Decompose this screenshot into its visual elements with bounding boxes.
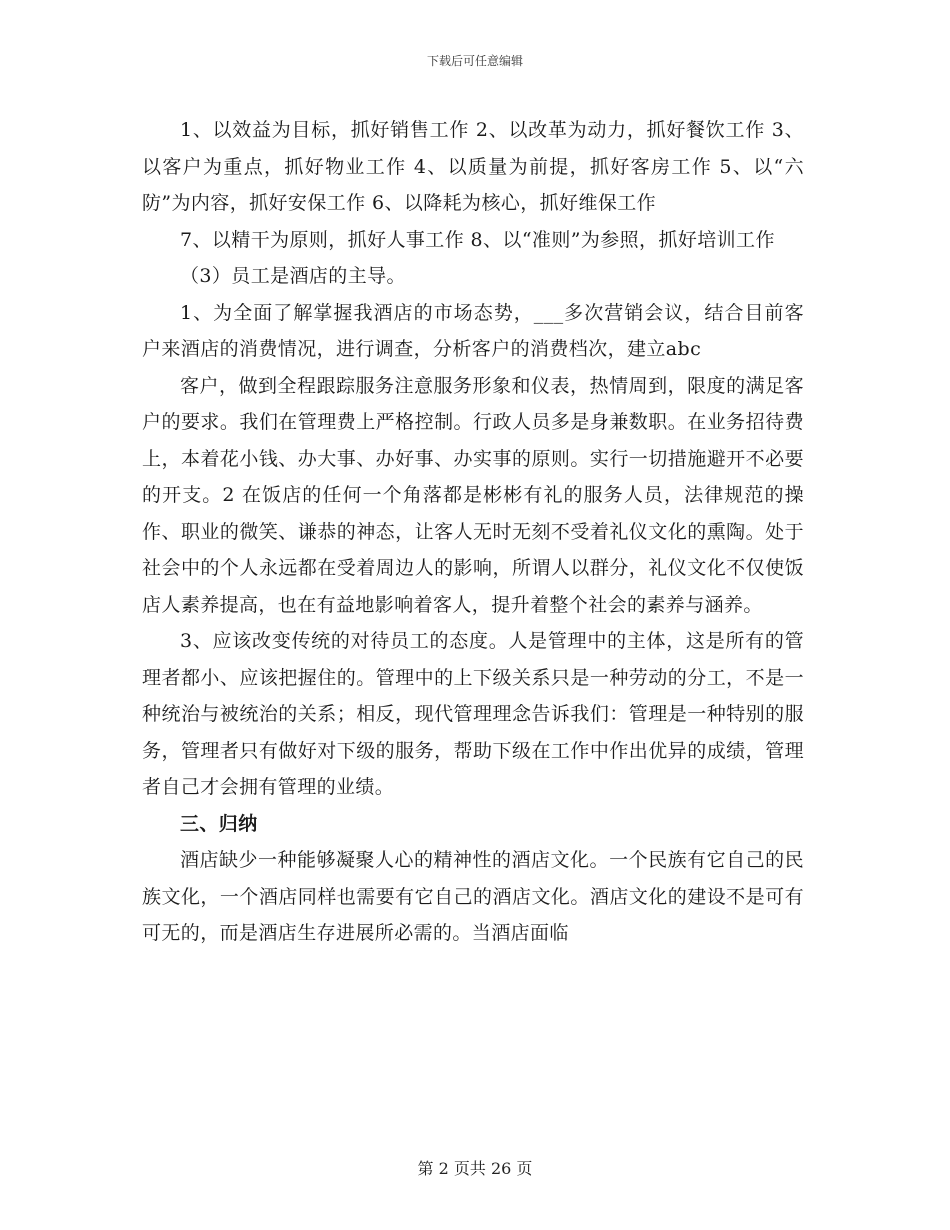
section-heading: 三、归纳 [180,812,258,835]
page-header: 下载后可任意编辑 [426,54,523,68]
document-body [142,112,804,952]
paragraph-market-survey: 1、为全面了解掌握我酒店的市场态势，___多次营销会议，结合目前客户来酒店的消费情况，进行调查，分析客户的消费档次，建立abc [142,301,804,360]
paragraph-staff-attitude: 3、应该改变传统的对待员工的态度。人是管理中的主体，这是所有的管理者都小、应该把握住的。管理中的上下级关系只是一种劳动的分工，不是一种统治与被统治的关系；相反，现代管理理念告诉我们：管理是一种特别的服务，管理者只有做好对下级的服务，帮助下级在工作中作出优异的成绩，管理者自己才会拥有管理的业绩。 [142,630,804,798]
paragraph-staff-lead: （3）员工是酒店的主导。 [180,265,406,287]
paragraph-hotel-culture: 酒店缺少一种能够凝聚人心的精神性的酒店文化。一个民族有它自己的民族文化，一个酒店同样也需要有它自己的酒店文化。酒店文化的建设不是可有可无的，而是酒店生存进展所必需的。当酒店面临 [142,849,804,944]
page-footer: 第 2 页共 26 页 [417,1159,533,1178]
paragraph-customer-service: 客户，做到全程跟踪服务注意服务形象和仪表，热情周到，限度的满足客户的要求。我们在管理费上严格控制。行政人员多是身兼数职。在业务招待费上，本着花小钱、办大事、办好事、办实事的原则。实行一切措施避开不必要的开支。2 在饭店的任何一个角落都是彬彬有礼的服务人员，法律规范的操作、职业的微笑、谦恭的神态，让客人无时无刻不受着礼仪文化的熏陶。处于社会中的个人永远都在受着周边人的影响，所谓人以群分，礼仪文化不仅使饭店人素养提高，也在有益地影响着客人，提升着整个社会的素养与涵养。 [142,374,804,616]
paragraph-work-list-continued: 7、以精干为原则，抓好人事工作 8、以“准则”为参照，抓好培训工作 [180,228,775,251]
paragraph-work-list: 1、以效益为目标，抓好销售工作 2、以改革为动力，抓好餐饮工作 3、以客户为重点，抓好物业工作 4、以质量为前提，抓好客房工作 5、以“六防”为内容，抓好安保工作 6、以降耗为核心，抓好维保工作 [142,119,804,214]
